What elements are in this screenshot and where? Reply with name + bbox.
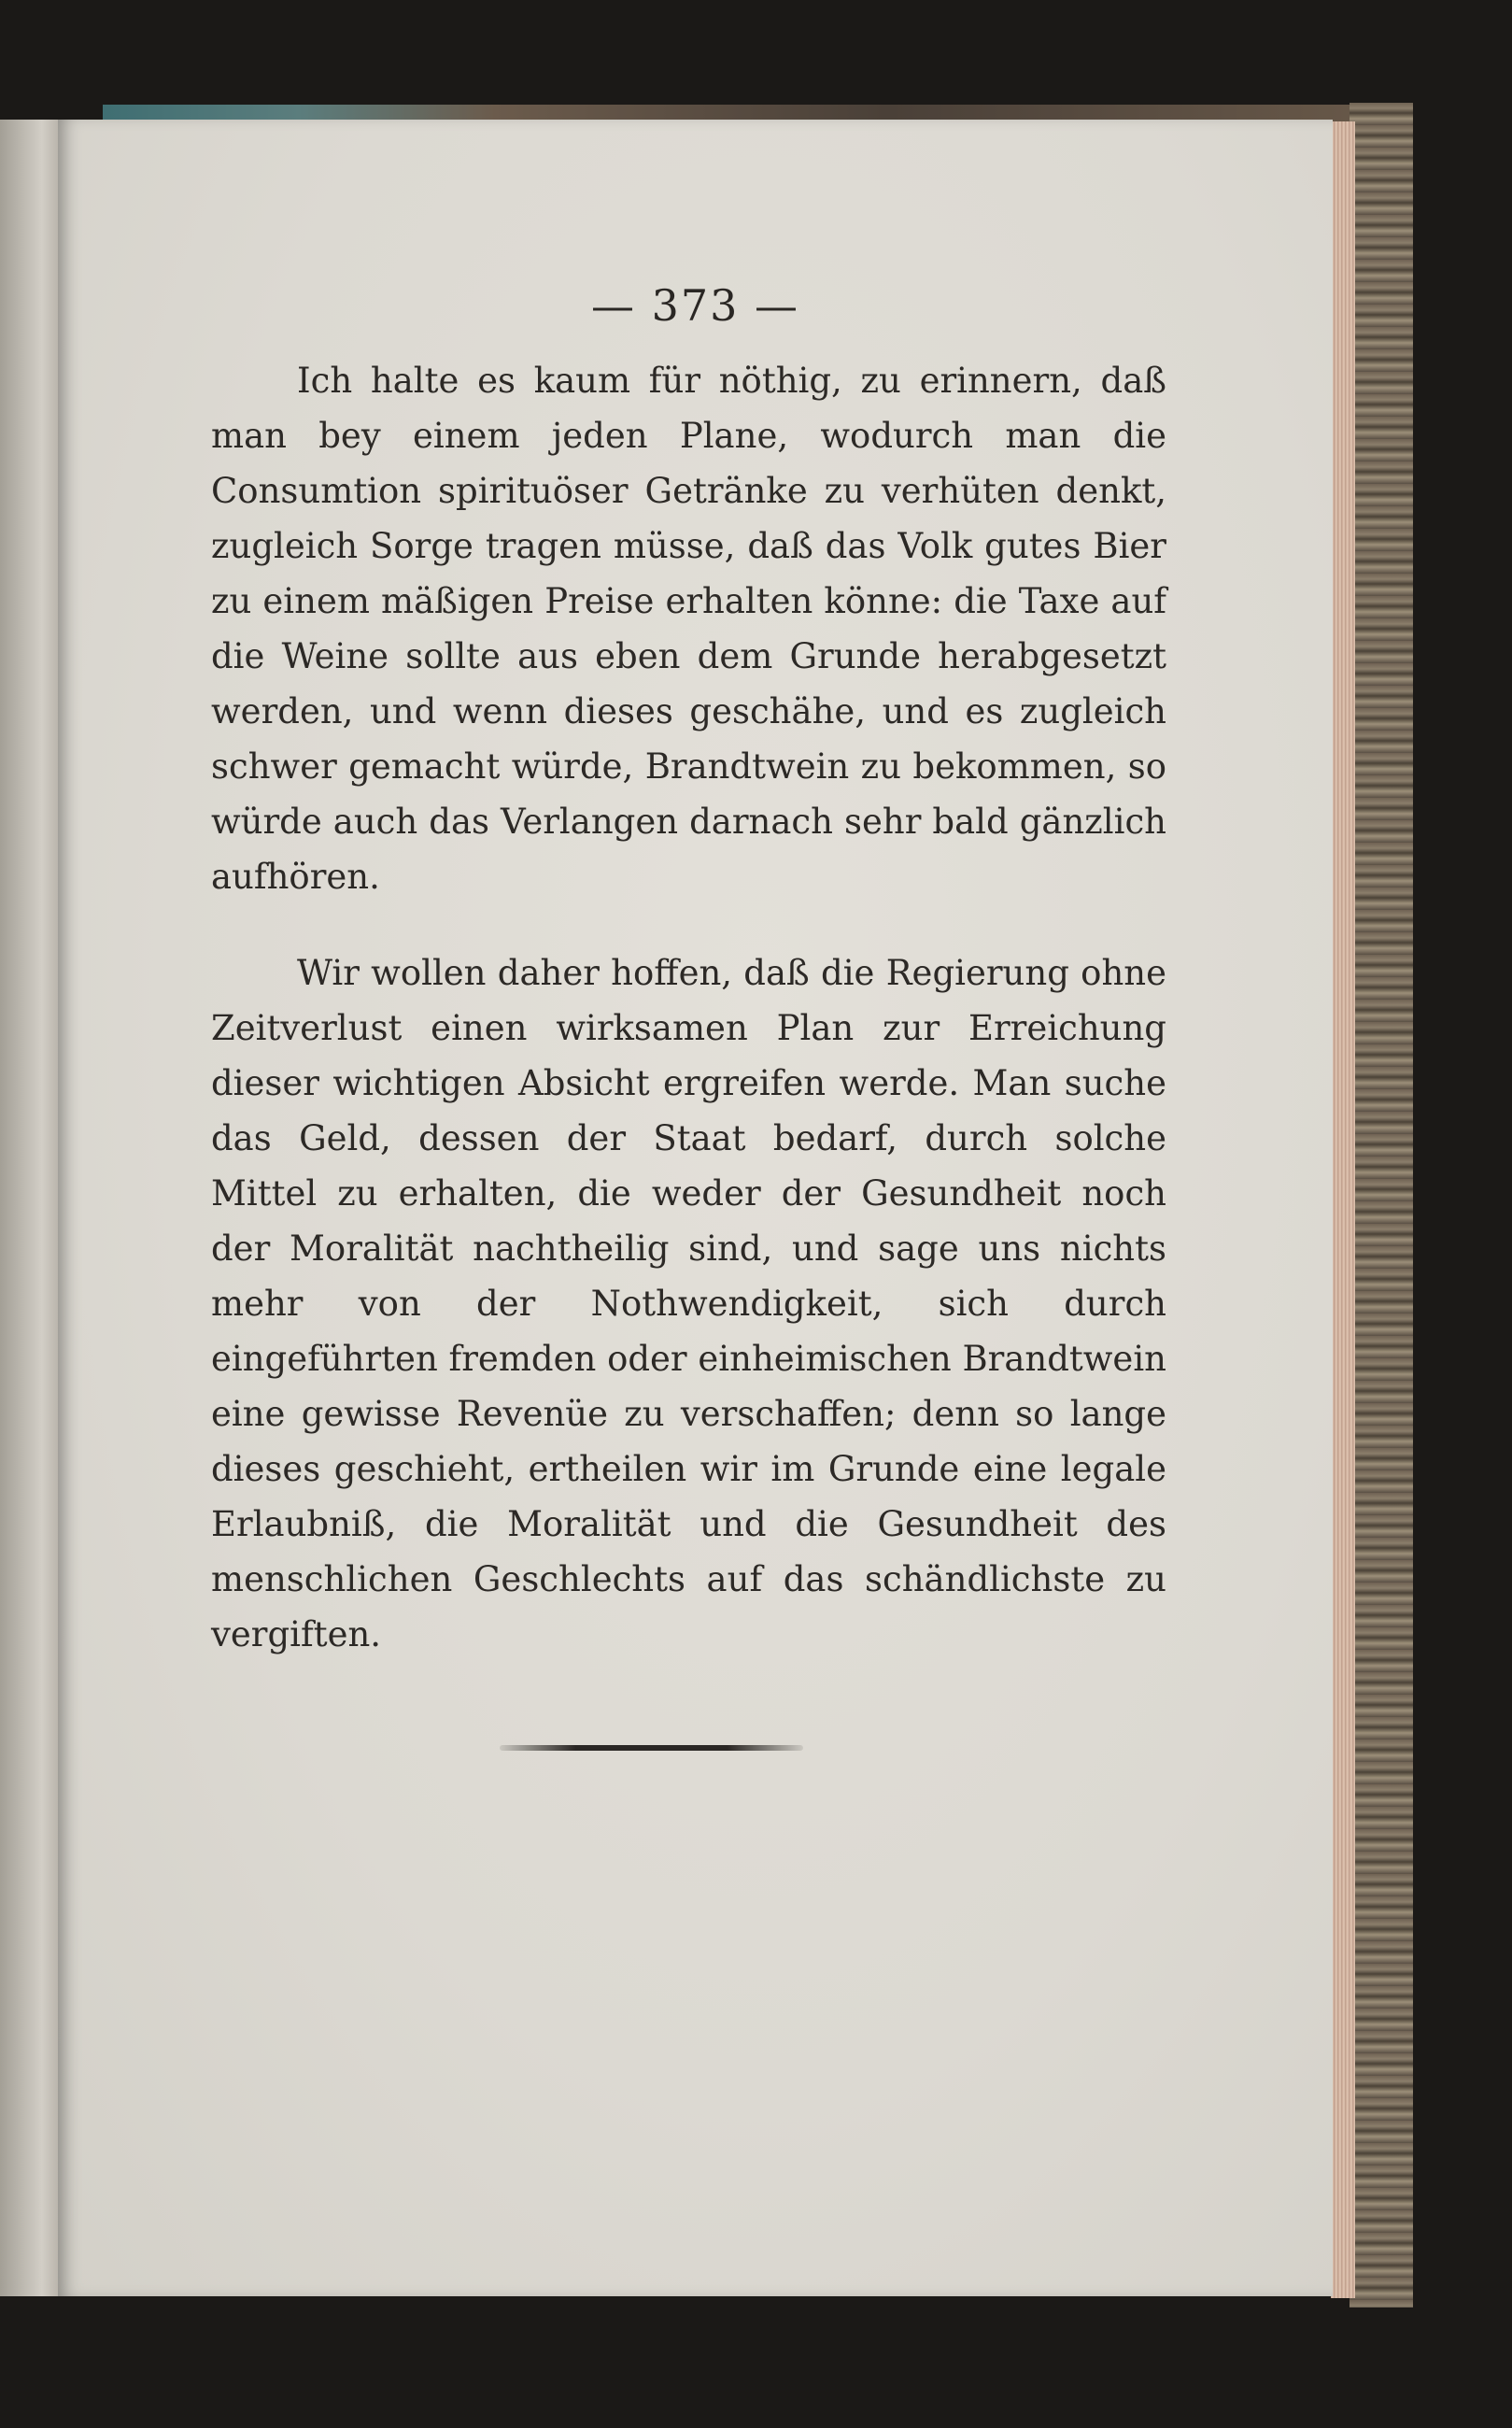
page-number: — 373 — [590, 280, 800, 331]
section-end-rule [500, 1745, 803, 1751]
paragraph-2: Wir wollen daher hoffen, daß die Regierung ohne Zeitverlust einen wirksamen Plan zur Erreichung dieser wichtigen Absicht ergreifen werde. Man suche das Geld, dessen der Staat bedarf, durch solche Mittel zu erhalten, die weder der Gesundheit noch der Moralität nachtheilig sind, und sage uns nichts mehr von der Nothwendigkeit, sich durch eingeführten fremden oder einheimischen Brandtwein eine gewisse Revenüe zu verschaffen; denn so lange dieses geschieht, ertheilen wir im Grunde eine legale Erlaubniß, die Moralität und die Gesundheit des menschlichen Geschlechts auf das schändlichste zu vergiften. [211, 953, 1166, 1654]
book-page [58, 120, 1333, 2296]
book-cover-edge [1349, 103, 1413, 2307]
facing-page-edge [0, 120, 60, 2296]
paragraph-1: Ich halte es kaum für nöthig, zu erinnern, daß man bey einem jeden Plane, wodurch man die Consumtion spirituöser Getränke zu verhüten denkt, zugleich Sorge tragen müsse, daß das Volk gutes Bier zu einem mäßigen Preise erhalten könne: die Taxe auf die Weine sollte aus eben dem Grunde herabgesetzt werden, und wenn dieses geschähe, und es zugleich schwer gemacht würde, Brandtwein zu bekommen, so würde auch das Verlangen darnach sehr bald gänzlich aufhören. [211, 361, 1166, 897]
page-stack-edge [1331, 121, 1355, 2298]
